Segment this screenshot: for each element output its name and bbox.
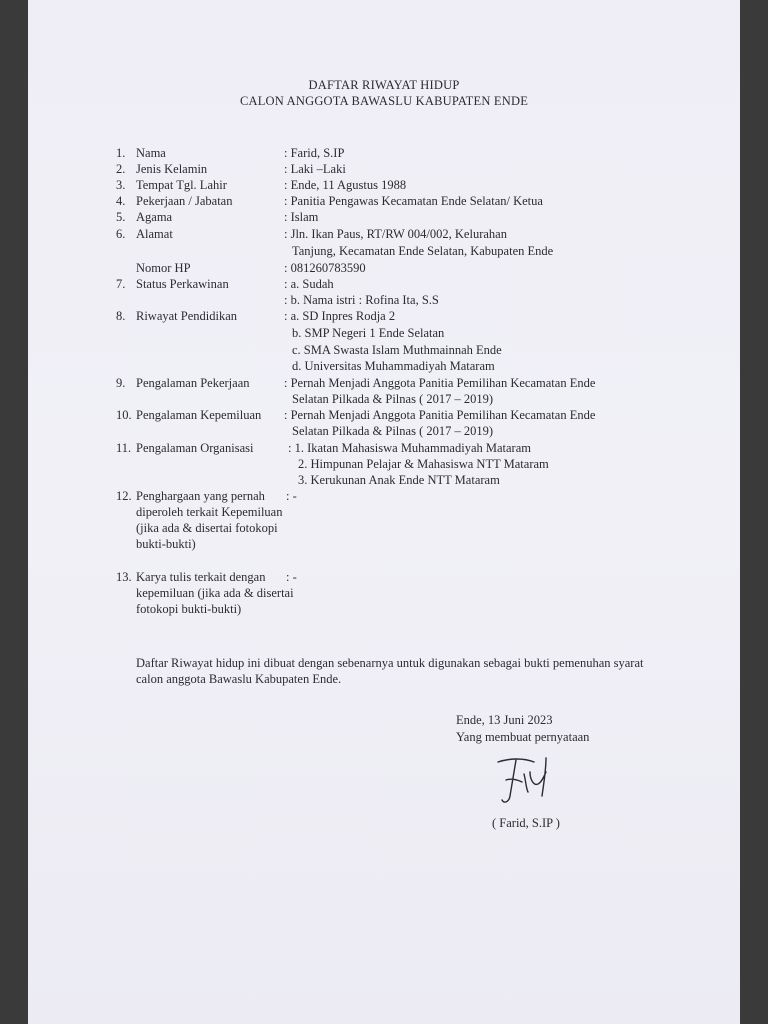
value-nama: : Farid, S.IP bbox=[284, 146, 345, 160]
value-agama: : Islam bbox=[284, 210, 319, 224]
item-number: 10. bbox=[116, 408, 132, 422]
value-status-line2: : b. Nama istri : Rofina Ita, S.S bbox=[284, 293, 439, 307]
item-number: 3. bbox=[116, 178, 126, 192]
signer-caption: Yang membuat pernyataan bbox=[456, 730, 590, 744]
value-alamat-line2: Tanjung, Kecamatan Ende Selatan, Kabupaten Ende bbox=[292, 244, 554, 258]
item-number: 5. bbox=[116, 210, 126, 224]
signer-name: ( Farid, S.IP ) bbox=[492, 816, 560, 830]
value-pengalaman-pekerjaan-line2: Selatan Pilkada & Pilnas ( 2017 – 2019) bbox=[292, 392, 494, 406]
value-pendidikan-c: c. SMA Swasta Islam Muthmainnah Ende bbox=[292, 343, 502, 357]
label-pengalaman-organisasi: Pengalaman Organisasi bbox=[136, 441, 254, 455]
label-riwayat-pendidikan: Riwayat Pendidikan bbox=[136, 309, 238, 323]
value-jenis-kelamin: : Laki –Laki bbox=[284, 162, 346, 176]
label-penghargaan: Penghargaan yang pernah diperoleh terkait Kepemiluan (jika ada & disertai fotokopi bukti-bukti) bbox=[136, 489, 283, 551]
item-number: 9. bbox=[116, 376, 126, 390]
document-page bbox=[28, 0, 740, 1024]
closing-paragraph: Daftar Riwayat hidup ini dibuat dengan sebenarnya untuk digunakan sebagai bukti pemenuhan syarat calon anggota Bawaslu Kabupaten Ende. bbox=[136, 656, 644, 686]
item-number: 7. bbox=[116, 277, 126, 291]
label-status-perkawinan: Status Perkawinan bbox=[136, 277, 229, 291]
value-status-line1: : a. Sudah bbox=[284, 277, 334, 291]
value-alamat-line1: : Jln. Ikan Paus, RT/RW 004/002, Kelurahan bbox=[284, 227, 507, 241]
value-pendidikan-a: : a. SD Inpres Rodja 2 bbox=[284, 309, 396, 323]
item-number: 8. bbox=[116, 309, 126, 323]
value-organisasi-3: 3. Kerukunan Anak Ende NTT Mataram bbox=[298, 473, 500, 487]
item-number: 2. bbox=[116, 162, 126, 176]
item-number: 6. bbox=[116, 227, 126, 241]
value-pendidikan-b: b. SMP Negeri 1 Ende Selatan bbox=[292, 326, 445, 340]
label-nama: Nama bbox=[136, 146, 166, 160]
value-pendidikan-d: d. Universitas Muhammadiyah Mataram bbox=[292, 359, 495, 373]
label-nomor-hp: Nomor HP bbox=[136, 261, 191, 275]
value-organisasi-1: : 1. Ikatan Mahasiswa Muhammadiyah Mataram bbox=[288, 441, 531, 455]
place-date: Ende, 13 Juni 2023 bbox=[456, 713, 553, 727]
value-karya-tulis: : - bbox=[286, 570, 297, 584]
label-jenis-kelamin: Jenis Kelamin bbox=[136, 162, 208, 176]
label-pengalaman-kepemiluan: Pengalaman Kepemiluan bbox=[136, 408, 262, 422]
value-pengalaman-pekerjaan-line1: : Pernah Menjadi Anggota Panitia Pemilihan Kecamatan Ende bbox=[284, 376, 596, 390]
item-number: 12. bbox=[116, 489, 132, 503]
value-penghargaan: : - bbox=[286, 489, 297, 503]
value-organisasi-2: 2. Himpunan Pelajar & Mahasiswa NTT Mataram bbox=[298, 457, 549, 471]
signature-image bbox=[490, 752, 570, 808]
value-tempat-tgl-lahir: : Ende, 11 Agustus 1988 bbox=[284, 178, 407, 192]
item-number: 4. bbox=[116, 194, 126, 208]
label-pekerjaan: Pekerjaan / Jabatan bbox=[136, 194, 233, 208]
label-tempat-tgl-lahir: Tempat Tgl. Lahir bbox=[136, 178, 227, 192]
value-pengalaman-kepemiluan-line1: : Pernah Menjadi Anggota Panitia Pemilihan Kecamatan Ende bbox=[284, 408, 596, 422]
item-number: 11. bbox=[116, 441, 132, 455]
item-number: 13. bbox=[116, 570, 132, 584]
doc-title-line1: DAFTAR RIWAYAT HIDUP bbox=[308, 78, 460, 92]
item-number: 1. bbox=[116, 146, 126, 160]
value-pekerjaan: : Panitia Pengawas Kecamatan Ende Selatan/ Ketua bbox=[284, 194, 543, 208]
label-alamat: Alamat bbox=[136, 227, 173, 241]
label-agama: Agama bbox=[136, 210, 173, 224]
label-karya-tulis: Karya tulis terkait dengan kepemiluan (jika ada & disertai fotokopi bukti-bukti) bbox=[136, 570, 294, 616]
value-nomor-hp: : 081260783590 bbox=[284, 261, 366, 275]
doc-title-line2: CALON ANGGOTA BAWASLU KABUPATEN ENDE bbox=[239, 94, 529, 108]
label-pengalaman-pekerjaan: Pengalaman Pekerjaan bbox=[136, 376, 250, 390]
value-pengalaman-kepemiluan-line2: Selatan Pilkada & Pilnas ( 2017 – 2019) bbox=[292, 424, 494, 438]
